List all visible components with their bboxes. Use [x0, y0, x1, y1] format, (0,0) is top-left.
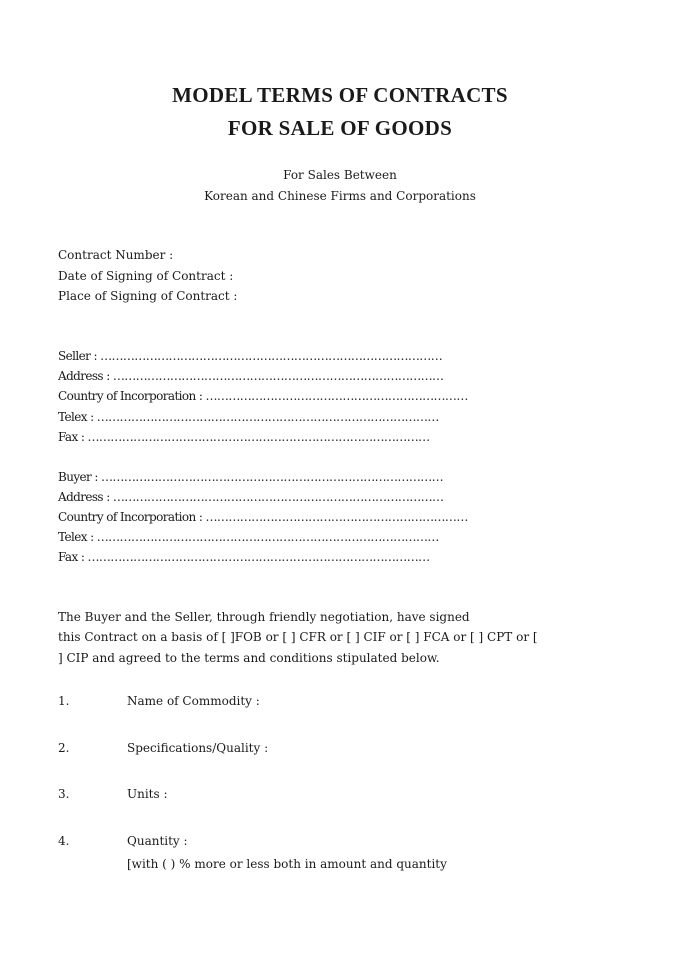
- item-number-3: 3.: [58, 787, 70, 801]
- agreement-line-3: ] CIP and agreed to the terms and conditions stipulated below.: [58, 651, 440, 665]
- seller-telex-field: Telex : ………………………………………………………………………………: [58, 410, 439, 424]
- contract-number-label: Contract Number :: [58, 248, 174, 262]
- item-label-units: Units :: [127, 787, 168, 801]
- subtitle-line-2: Korean and Chinese Firms and Corporations: [204, 189, 476, 203]
- item-number-2: 2.: [58, 741, 70, 755]
- agreement-line-2: this Contract on a basis of [ ]FOB or [ ] CFR or [ ] CIF or [ ] FCA or [ ] CPT or [: [58, 630, 538, 644]
- seller-country-field: Country of Incorporation : ……………………………………………………………: [58, 389, 468, 403]
- place-of-signing-label: Place of Signing of Contract :: [58, 289, 238, 303]
- quantity-note: [with ( ) % more or less both in amount and quantity: [127, 857, 447, 871]
- agreement-line-1: The Buyer and the Seller, through friendly negotiation, have signed: [58, 610, 470, 624]
- buyer-telex-field: Telex : ………………………………………………………………………………: [58, 530, 439, 544]
- date-of-signing-label: Date of Signing of Contract :: [58, 269, 234, 283]
- buyer-fax-field: Fax : ………………………………………………………………………………: [58, 550, 430, 564]
- buyer-country-field: Country of Incorporation : ……………………………………………………………: [58, 510, 468, 524]
- item-label-quantity: Quantity :: [127, 834, 188, 848]
- item-label-name-of-commodity: Name of Commodity :: [127, 694, 260, 708]
- seller-address-field: Address : ……………………………………………………………………………: [58, 369, 444, 383]
- subtitle-line-1: For Sales Between: [283, 168, 397, 182]
- buyer-address-field: Address : ……………………………………………………………………………: [58, 490, 444, 504]
- item-label-specifications: Specifications/Quality :: [127, 741, 269, 755]
- title-line-1: MODEL TERMS OF CONTRACTS: [172, 83, 508, 107]
- seller-fax-field: Fax : ………………………………………………………………………………: [58, 430, 430, 444]
- title-line-2: FOR SALE OF GOODS: [227, 116, 453, 140]
- seller-field: Seller : ………………………………………………………………………………: [58, 349, 443, 363]
- item-number-4: 4.: [58, 834, 70, 848]
- item-number-1: 1.: [58, 694, 70, 708]
- buyer-field: Buyer : ………………………………………………………………………………: [58, 470, 444, 484]
